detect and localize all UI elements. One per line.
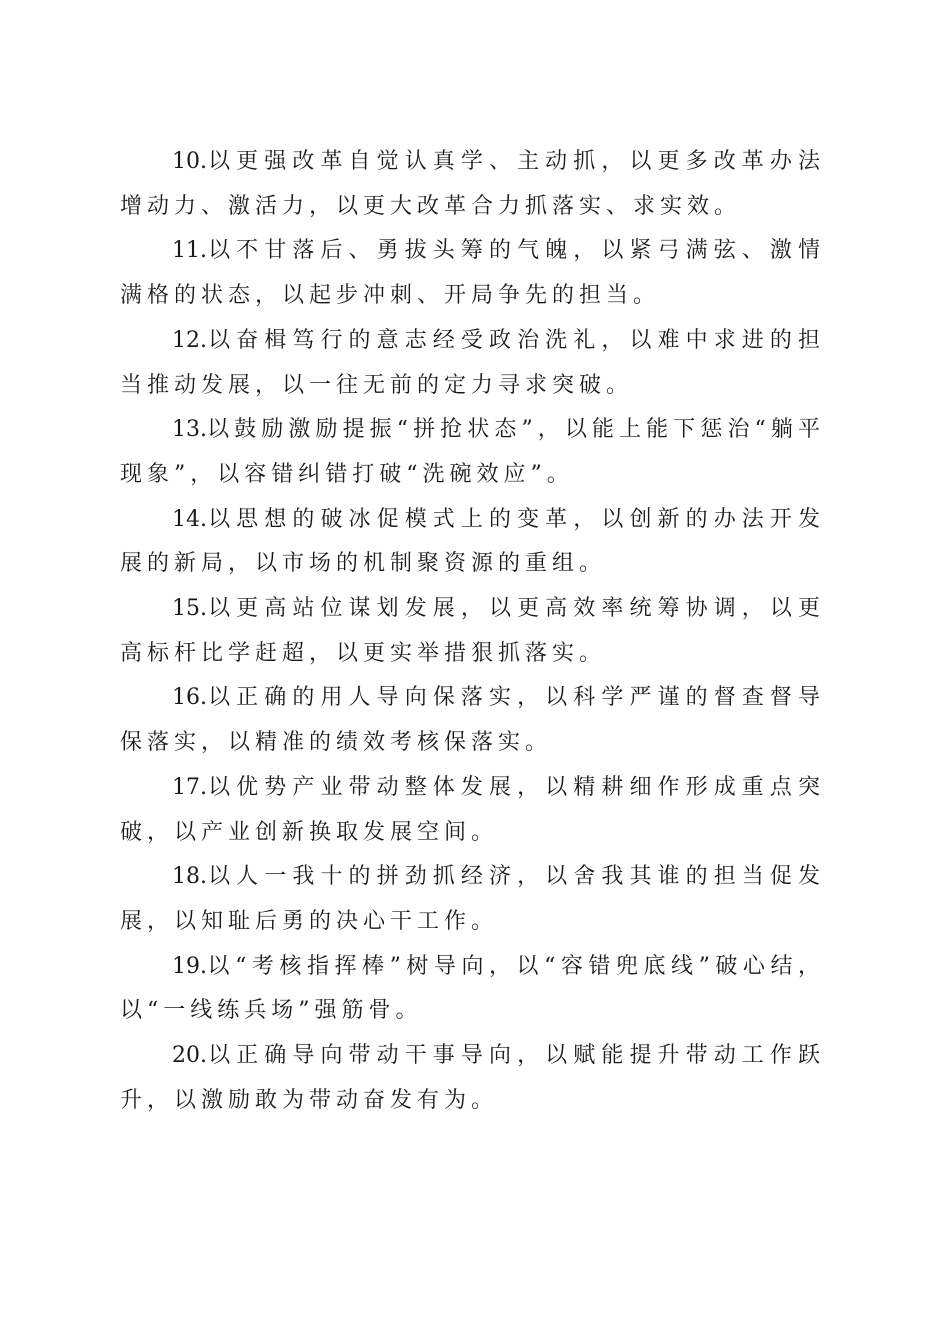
item-text: 以更高站位谋划发展，以更高效率统筹协调，以更高标杆比学赶超，以更实举措狠抓落实。: [120, 596, 825, 666]
item-number: 20.: [172, 1043, 207, 1069]
list-item: [120, 855, 825, 944]
list-item: [120, 319, 825, 408]
item-text: 以更强改革自觉认真学、主动抓，以更多改革办法增动力、激活力，以更大改革合力抓落实、求实效。: [120, 149, 825, 219]
item-text: 以奋楫笃行的意志经受政治洗礼，以难中求进的担当推动发展，以一往无前的定力寻求突破。: [120, 327, 825, 398]
item-number: 10.: [172, 149, 207, 174]
item-number: 14.: [172, 506, 207, 532]
item-text: 以“考核指挥棒”树导向，以“容错兜底线”破心结，以“一线练兵场”强筋骨。: [120, 953, 825, 1024]
list-item: [120, 587, 825, 676]
item-number: 13.: [172, 417, 207, 443]
list-item: [120, 945, 825, 1034]
item-text: 以鼓励激励提振“拼抢状态”，以能上能下惩治“躺平现象”，以容错纠错打破“洗碗效应”。: [120, 417, 825, 487]
list-item: [120, 1034, 825, 1123]
list-item: [120, 408, 825, 497]
item-number: 19.: [172, 953, 207, 979]
item-number: 15.: [172, 596, 207, 622]
item-text: 以正确导向带动干事导向，以赋能提升带动工作跃升，以激励敢为带动奋发有为。: [120, 1043, 825, 1113]
item-number: 11.: [172, 238, 207, 264]
item-number: 18.: [172, 864, 207, 890]
item-number: 12.: [172, 327, 207, 353]
item-text: 以优势产业带动整体发展，以精耕细作形成重点突破，以产业创新换取发展空间。: [120, 774, 825, 845]
item-number: 16.: [172, 685, 207, 711]
document-body: [120, 140, 825, 1123]
item-text: 以人一我十的拼劲抓经济，以舍我其谁的担当促发展，以知耻后勇的决心干工作。: [120, 864, 825, 934]
list-item: [120, 766, 825, 855]
item-text: 以思想的破冰促模式上的变革，以创新的办法开发展的新局，以市场的机制聚资源的重组。: [120, 506, 825, 577]
item-text: 以不甘落后、勇拔头筹的气魄，以紧弓满弦、激情满格的状态，以起步冲刺、开局争先的担当。: [120, 238, 825, 309]
item-number: 17.: [172, 774, 207, 800]
list-item: [120, 140, 825, 229]
list-item: [120, 498, 825, 587]
list-item: [120, 676, 825, 765]
item-text: 以正确的用人导向保落实，以科学严谨的督查督导保落实，以精准的绩效考核保落实。: [120, 685, 825, 756]
list-item: [120, 229, 825, 318]
